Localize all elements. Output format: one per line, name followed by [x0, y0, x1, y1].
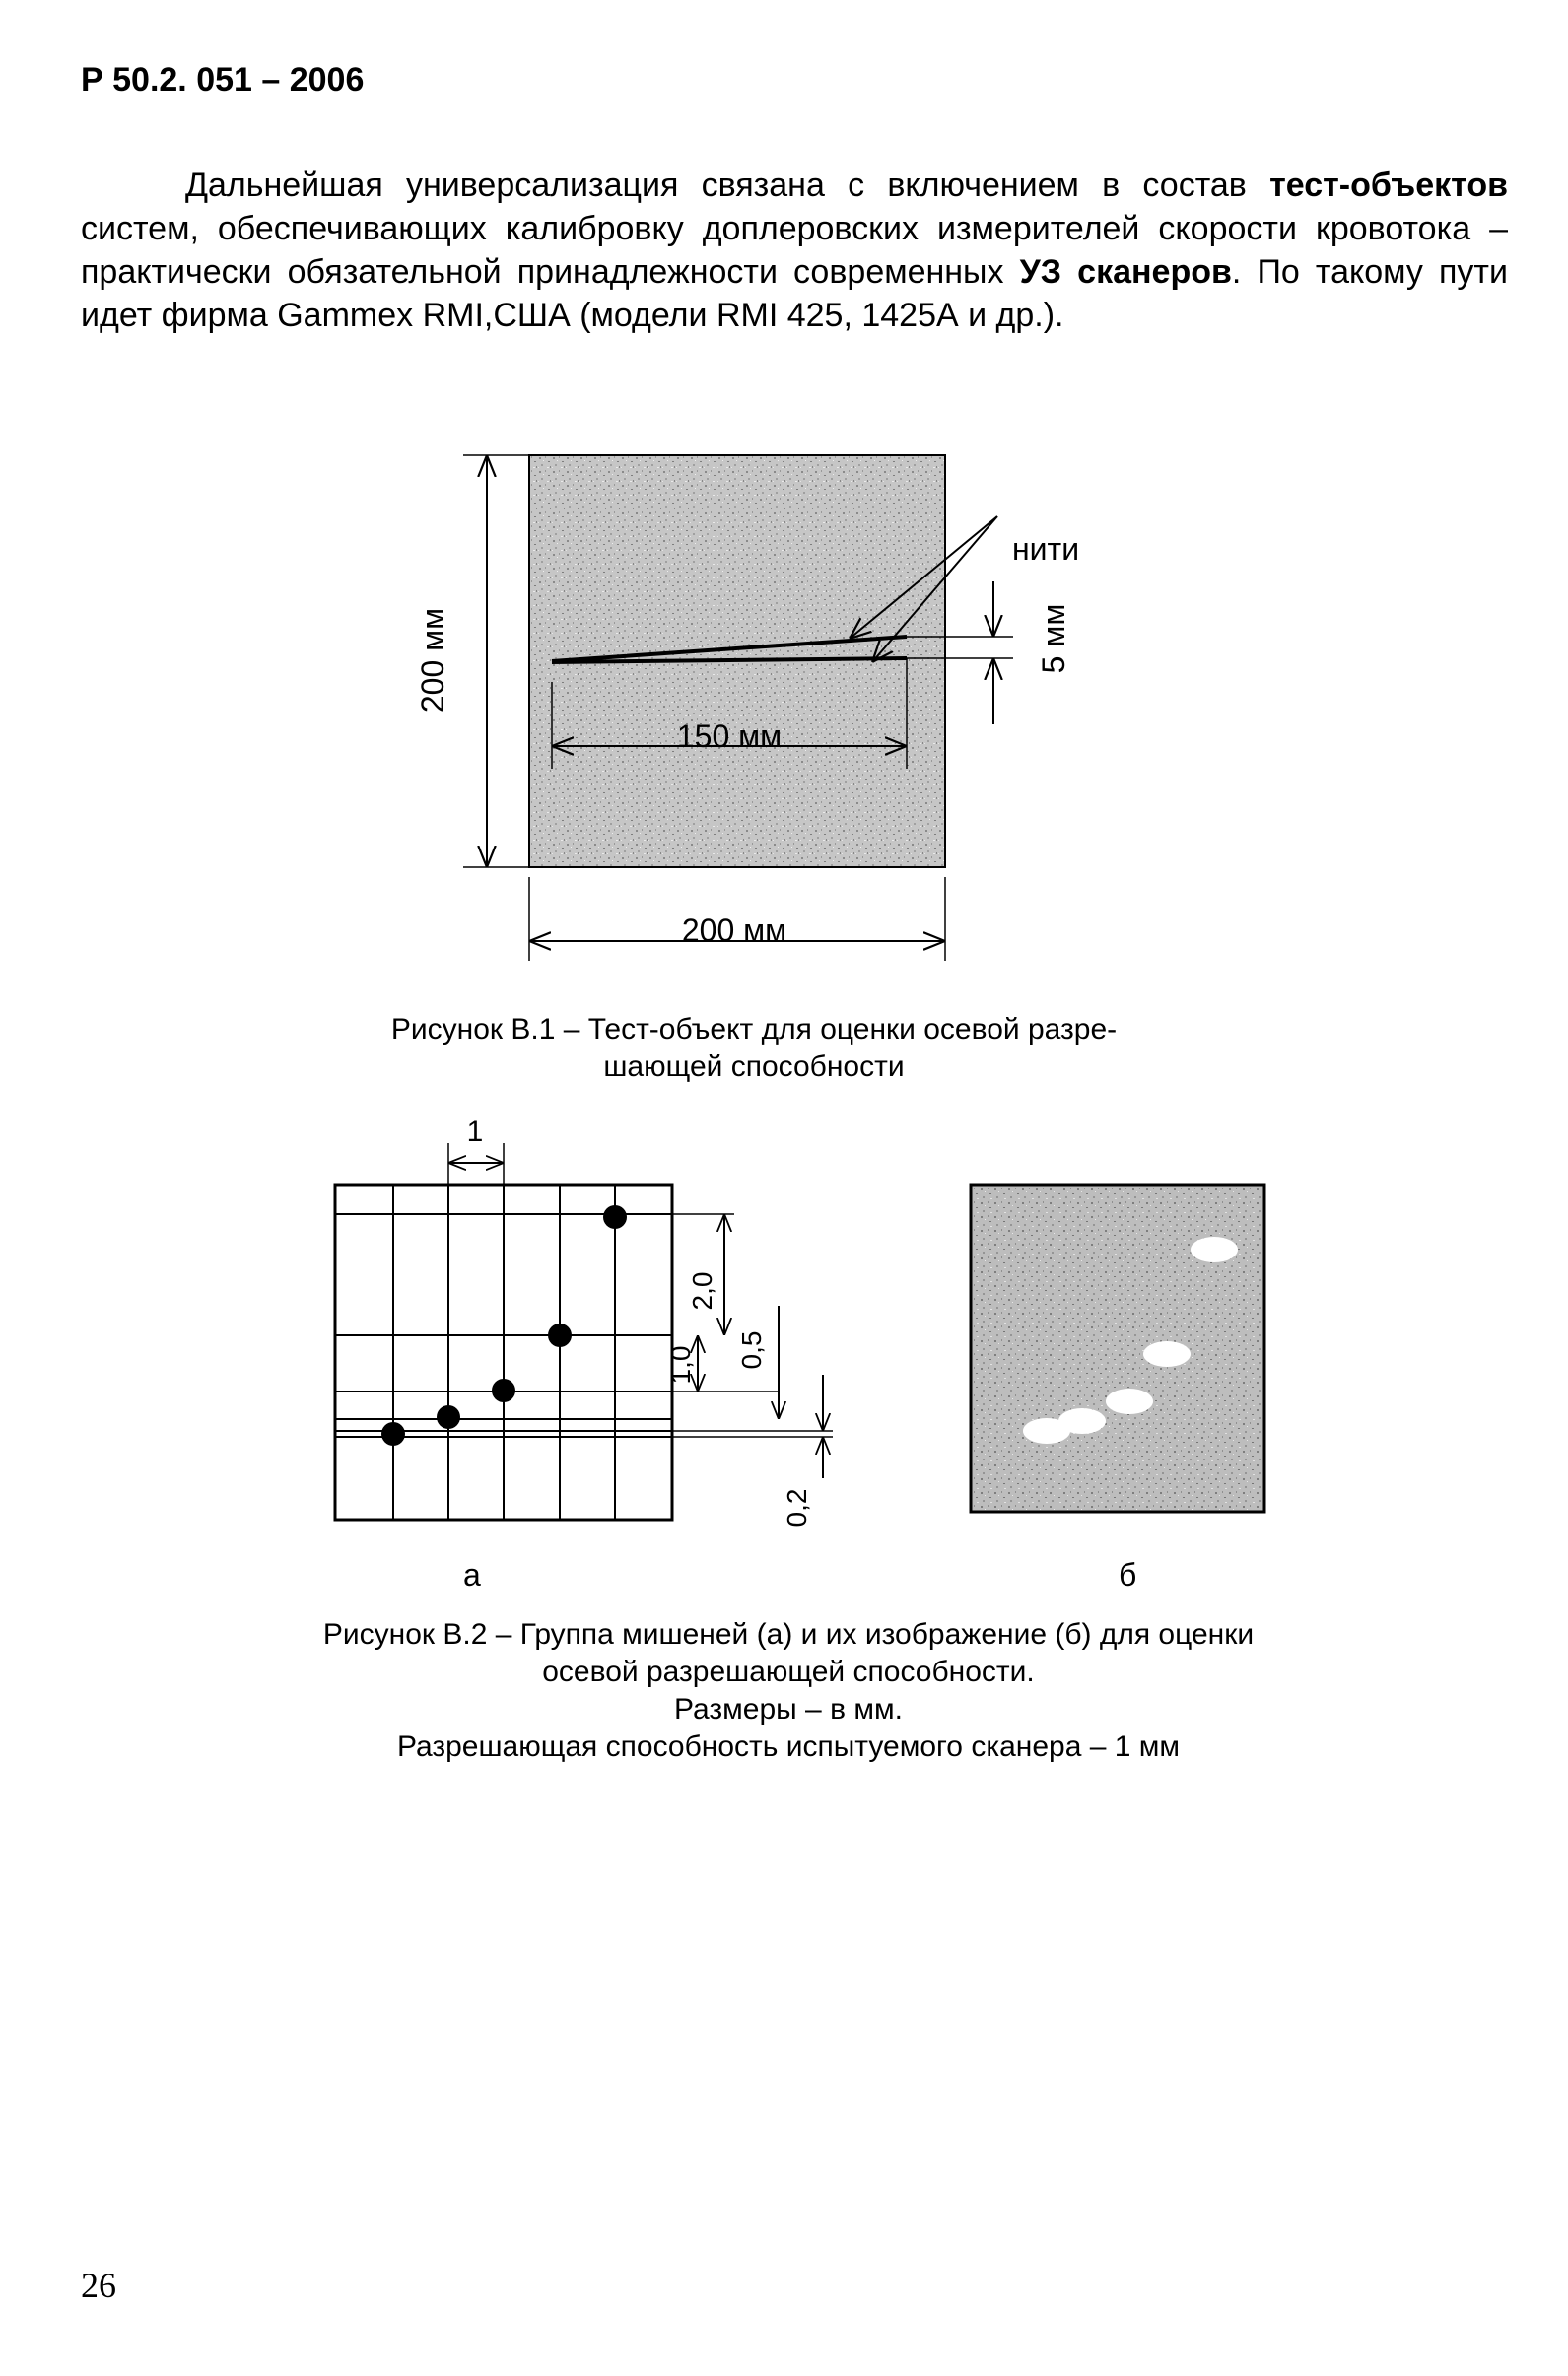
- figure-2-caption-line-3: Размеры – в мм.: [674, 1693, 903, 1726]
- figure-2-caption-line-2: осевой разрешающей способности.: [542, 1656, 1035, 1688]
- echo-1: [1191, 1237, 1238, 1262]
- figure-2-diagram: [0, 1104, 1568, 1547]
- figure-2-caption-line-4: Разрешающая способность испытуемого сканера – 1 мм: [396, 1731, 1181, 1763]
- label-height: 200 мм: [415, 607, 450, 713]
- label-2-0: 2,0: [687, 1271, 717, 1311]
- page-number: 26: [81, 2266, 116, 2305]
- label-spacing: 1: [466, 1116, 484, 1148]
- figure-2-caption: [197, 1616, 1380, 1766]
- target-dot-5: [603, 1205, 627, 1229]
- target-dot-2: [437, 1405, 460, 1429]
- target-dot-4: [548, 1324, 572, 1347]
- target-dot-3: [492, 1379, 515, 1402]
- figure-1-caption-line-1: Рисунок В.1 – Тест-объект для оценки осевой разре-: [390, 1013, 1118, 1046]
- figure-1-diagram: [0, 0, 1568, 1005]
- label-0-2: 0,2: [782, 1488, 812, 1527]
- scan-image: [971, 1185, 1264, 1512]
- paragraph-text-3: . По такому пути идет фирма Gammex RMI,США (модели RMI 425, 1425А и др.).: [81, 253, 1508, 334]
- paragraph-text-1: Дальнейшая универсализация связана с включением в состав: [185, 167, 1270, 204]
- figure-1-caption-line-2: шающей способности: [603, 1051, 905, 1083]
- label-threads: нити: [1012, 531, 1080, 567]
- echo-5: [1023, 1418, 1070, 1444]
- echo-2: [1143, 1341, 1191, 1367]
- subfigure-label-b: б: [1119, 1557, 1137, 1593]
- label-width: 200 мм: [681, 913, 787, 948]
- label-1-0: 1,0: [665, 1345, 696, 1385]
- paragraph-text-2: систем, обеспечивающих калибровку доплеровских измерителей скорости кровотока – практически обязательной принадлежности современных: [81, 210, 1508, 291]
- target-grid: [335, 1185, 672, 1520]
- subfigure-label-a: а: [463, 1557, 481, 1593]
- figure-1-caption: [325, 1011, 1183, 1086]
- document-code: Р 50.2. 051 – 2006: [81, 61, 365, 99]
- label-0-5: 0,5: [736, 1330, 767, 1370]
- echo-3: [1106, 1389, 1153, 1414]
- paragraph-bold-1: тест-объектов: [1269, 167, 1508, 204]
- paragraph-bold-2: УЗ сканеров: [1019, 253, 1232, 291]
- label-thread-len: 150 мм: [676, 718, 783, 754]
- figure-2-caption-line-1: Рисунок В.2 – Группа мишеней (а) и их изображение (б) для оценки: [322, 1618, 1255, 1651]
- target-dot-1: [381, 1422, 405, 1446]
- label-gap: 5 мм: [1036, 603, 1071, 674]
